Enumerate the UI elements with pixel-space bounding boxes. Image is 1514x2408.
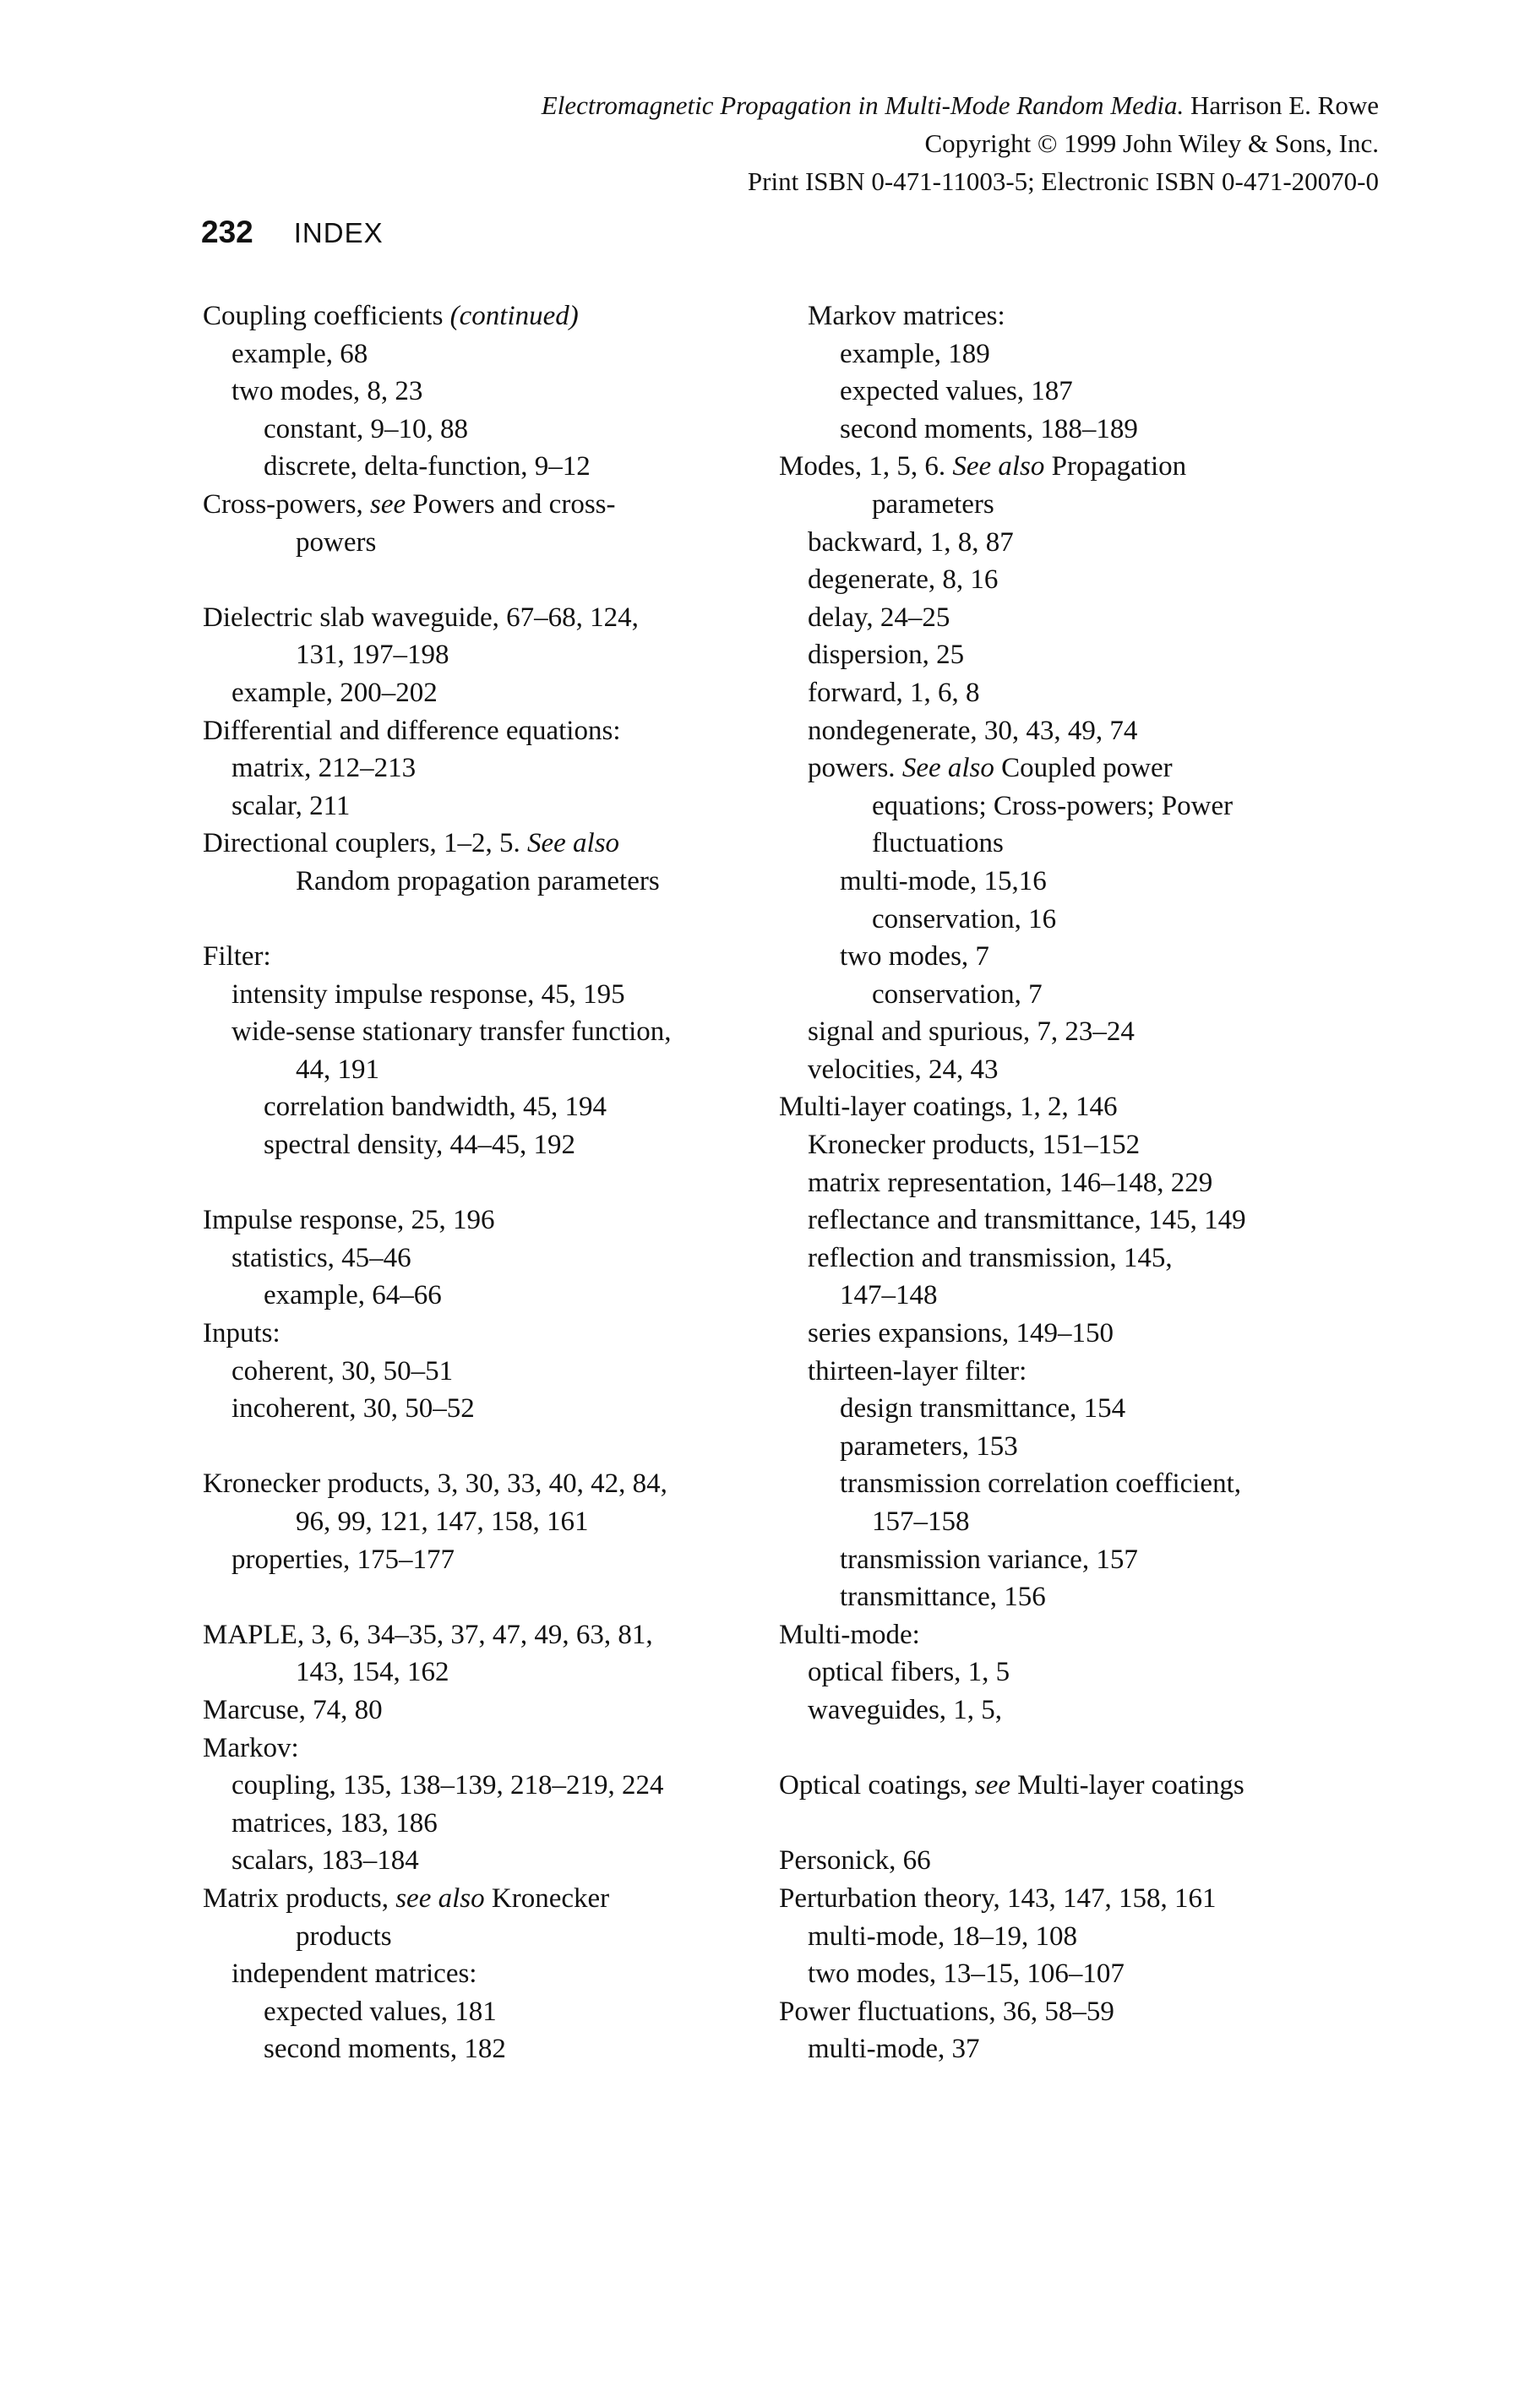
index-entry: Perturbation theory, 143, 147, 158, 161 [779, 1882, 1217, 1914]
entry-text: powers. [808, 753, 902, 784]
index-entry-continuation: parameters [872, 488, 994, 520]
index-entry: Inputs: [203, 1318, 280, 1349]
index-entry-continuation: 44, 191 [296, 1054, 379, 1085]
index-entry: expected values, 187 [840, 376, 1073, 407]
index-entry: spectral density, 44–45, 192 [264, 1130, 576, 1161]
index-entry: scalars, 183–184 [231, 1845, 419, 1877]
index-entry-continuation: 96, 99, 121, 147, 158, 161 [296, 1506, 589, 1537]
index-entry: conservation, 7 [872, 978, 1043, 1010]
index-entry-continuation: Random propagation parameters [296, 865, 660, 896]
index-entry: transmission correlation coefficient, [840, 1468, 1241, 1500]
index-entry: two modes, 7 [840, 941, 989, 972]
book-title: Electromagnetic Propagation in Multi-Mode Random Media. [541, 90, 1185, 120]
entry-italic-text: (continued) [449, 301, 579, 331]
entry-italic-text: See also [952, 451, 1045, 482]
index-entry: Dielectric slab waveguide, 67–68, 124, [203, 602, 639, 633]
entry-italic-text: See also [901, 753, 994, 784]
index-entry: intensity impulse response, 45, 195 [231, 978, 625, 1010]
index-entry-continuation: equations; Cross-powers; Power [872, 790, 1234, 821]
index-entry: discrete, delta-function, 9–12 [264, 451, 591, 482]
index-entry: properties, 175–177 [231, 1544, 455, 1575]
entry-italic-text: See also [526, 828, 620, 859]
index-entry: Marcuse, 74, 80 [203, 1694, 383, 1725]
entry-italic-text: see [974, 1770, 1010, 1801]
entry-text: Propagation [1044, 451, 1187, 482]
index-entry: transmittance, 156 [840, 1582, 1046, 1613]
index-entry: correlation bandwidth, 45, 194 [264, 1092, 607, 1123]
entry-text: Multi-layer coatings [1010, 1770, 1244, 1801]
index-entry: conservation, 16 [872, 903, 1057, 934]
entry-text: Modes, 1, 5, 6. [779, 451, 953, 482]
index-entry: backward, 1, 8, 87 [808, 526, 1014, 558]
index-entry: example, 68 [231, 338, 368, 369]
section-gap [199, 1164, 740, 1202]
index-entry: example, 64–66 [264, 1280, 442, 1311]
index-entry: incoherent, 30, 50–52 [231, 1393, 475, 1425]
index-entry: forward, 1, 6, 8 [808, 677, 980, 708]
index-entry: Filter: [203, 941, 271, 972]
entry-text: Powers and cross- [406, 488, 616, 520]
entry-text: Matrix products, [203, 1882, 396, 1914]
entry-text: Coupling coefficients [203, 301, 450, 331]
entry-text: Optical coatings, [779, 1770, 975, 1801]
page-header [201, 215, 384, 250]
section-gap [776, 1805, 1367, 1843]
isbn-line: Print ISBN 0-471-11003-5; Electronic ISBN 0-471-20070-0 [747, 166, 1379, 196]
index-entry: design transmittance, 154 [840, 1393, 1126, 1425]
index-entry: Multi-layer coatings, 1, 2, 146 [779, 1092, 1118, 1123]
index-entry: Kronecker products, 3, 30, 33, 40, 42, 84, [203, 1468, 667, 1500]
index-entry-continuation: 147–148 [840, 1280, 938, 1311]
index-entry: Markov matrices: [808, 301, 1005, 331]
index-entry: optical fibers, 1, 5 [808, 1657, 1010, 1688]
index-entry: parameters, 153 [840, 1430, 1018, 1462]
index-entry: Impulse response, 25, 196 [203, 1205, 495, 1236]
index-entry: coherent, 30, 50–51 [231, 1355, 454, 1387]
index-entry: example, 200–202 [231, 677, 438, 708]
index-entry: Multi-mode: [779, 1619, 920, 1650]
index-entry [199, 297, 740, 335]
copyright-notice [542, 86, 1379, 200]
index-entry [776, 448, 1367, 486]
index-entry: matrix representation, 146–148, 229 [808, 1167, 1213, 1198]
index-entry-continuation: 157–158 [872, 1506, 970, 1537]
entry-italic-text: see [369, 488, 406, 520]
index-entry: multi-mode, 15,16 [840, 865, 1047, 896]
entry-text: Coupled power [994, 753, 1173, 784]
index-entry: velocities, 24, 43 [808, 1054, 999, 1085]
index-entry: second moments, 182 [264, 2034, 506, 2065]
index-entry: series expansions, 149–150 [808, 1318, 1114, 1349]
index-entry: statistics, 45–46 [231, 1242, 411, 1273]
index-entry: Kronecker products, 151–152 [808, 1130, 1141, 1161]
index-entry: coupling, 135, 138–139, 218–219, 224 [231, 1770, 664, 1801]
page-number: 232 [201, 215, 253, 249]
section-gap [199, 901, 740, 939]
index-entry: expected values, 181 [264, 1996, 497, 2027]
index-entry: MAPLE, 3, 6, 34–35, 37, 47, 49, 63, 81, [203, 1619, 653, 1650]
index-entry: wide-sense stationary transfer function, [231, 1016, 672, 1048]
index-entry: matrix, 212–213 [231, 753, 417, 784]
index-column-left [199, 297, 740, 2068]
index-entry: constant, 9–10, 88 [264, 413, 468, 444]
index-entry: matrices, 183, 186 [231, 1807, 438, 1839]
entry-text: Directional couplers, 1–2, 5. [203, 828, 527, 859]
section-gap [776, 1730, 1367, 1768]
index-entry: Markov: [203, 1732, 299, 1763]
index-entry: Personick, 66 [779, 1845, 931, 1877]
index-entry: signal and spurious, 7, 23–24 [808, 1016, 1135, 1048]
index-entry: transmission variance, 157 [840, 1544, 1138, 1575]
index-entry [199, 486, 740, 524]
index-entry: degenerate, 8, 16 [808, 564, 999, 596]
index-entry [776, 1767, 1367, 1805]
copyright-line: Copyright © 1999 John Wiley & Sons, Inc. [924, 128, 1379, 158]
index-entry: Power fluctuations, 36, 58–59 [779, 1996, 1114, 2027]
index-entry: delay, 24–25 [808, 602, 950, 633]
index-entry: two modes, 8, 23 [231, 376, 423, 407]
index-entry: nondegenerate, 30, 43, 49, 74 [808, 715, 1138, 746]
index-entry: multi-mode, 37 [808, 2034, 980, 2065]
index-entry-continuation: fluctuations [872, 828, 1004, 859]
index-entry: waveguides, 1, 5, [808, 1694, 1003, 1725]
entry-italic-text: see also [395, 1882, 485, 1914]
index-entry: reflection and transmission, 145, [808, 1242, 1173, 1273]
index-entry: independent matrices: [231, 1959, 477, 1990]
index-entry-continuation: powers [296, 526, 377, 558]
index-column-right [776, 297, 1367, 2068]
index-entry: second moments, 188–189 [840, 413, 1138, 444]
entry-text: Cross-powers, [203, 488, 370, 520]
index-entry: scalar, 211 [231, 790, 351, 821]
index-entry [199, 825, 740, 863]
index-entry: reflectance and transmittance, 145, 149 [808, 1205, 1246, 1236]
section-gap [199, 1428, 740, 1466]
index-entry: Differential and difference equations: [203, 715, 621, 746]
index-entry: two modes, 13–15, 106–107 [808, 1959, 1125, 1990]
index-entry [199, 1880, 740, 1918]
index-entry-continuation: 131, 197–198 [296, 640, 449, 671]
copyright-title-line [542, 86, 1379, 124]
index-entry: thirteen-layer filter: [808, 1355, 1027, 1387]
index-entry: multi-mode, 18–19, 108 [808, 1920, 1077, 1952]
index-entry-continuation: products [296, 1920, 392, 1952]
index-entry [776, 749, 1367, 787]
section-gap [199, 561, 740, 599]
running-head: INDEX [293, 217, 384, 248]
index-entry-continuation: 143, 154, 162 [296, 1657, 449, 1688]
entry-text: Kronecker [484, 1882, 610, 1914]
index-entry: dispersion, 25 [808, 640, 965, 671]
index-entry: example, 189 [840, 338, 990, 369]
book-author: Harrison E. Rowe [1190, 90, 1379, 120]
section-gap [199, 1578, 740, 1616]
